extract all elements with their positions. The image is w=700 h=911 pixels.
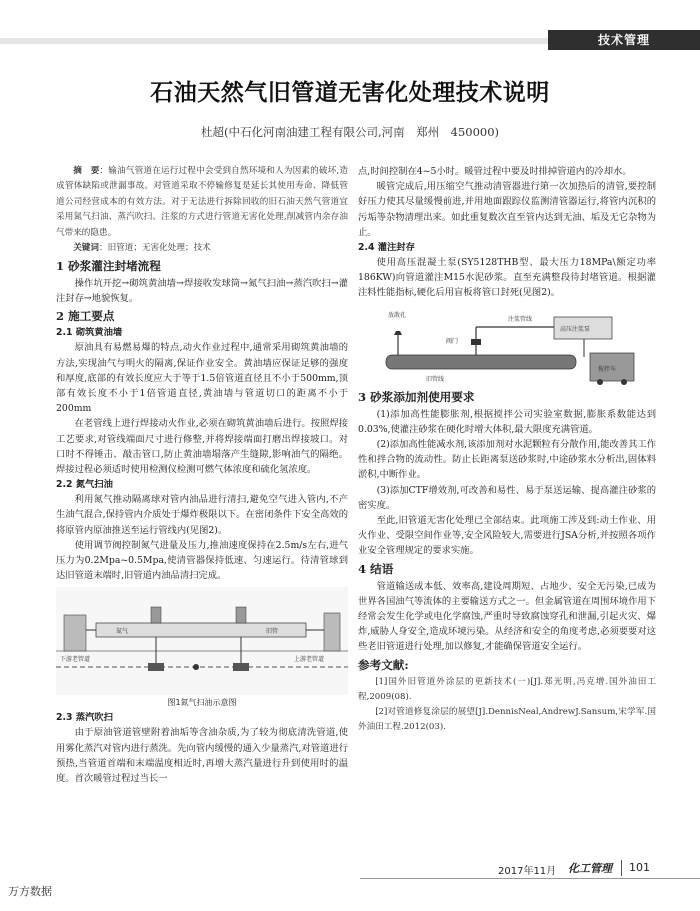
paragraph: (3)添加CTF增效剂,可改善和易性、易于泵送运输、提高灌注砂浆的密实度。: [358, 484, 656, 511]
article-title: 石油天然气旧管道无害化处理技术说明: [150, 80, 550, 106]
label-old-pipe: 旧管: [266, 628, 279, 636]
old-pipeline-body: [386, 355, 576, 369]
paragraph: 操作坑开挖→砌筑黄油墙→焊接收发球筒→氮气扫油→蒸汽吹扫→灌注封存→地貌恢复。: [56, 278, 348, 305]
keywords-text: ：旧管道；无害化处理；技术: [98, 243, 211, 254]
keywords-label: 关键词: [73, 243, 99, 254]
receiver: [233, 663, 249, 671]
paragraph: 暖管完成后,用压缩空气推动清管器进行第一次加热后的清管,要控制好压力使其尽量缓慢前进,并用地面跟踪仪监测清管器运行,将管内沉积的污垢等杂物清理出来。如此重复数次直至管内达到无油、垢及无它杂物为止。: [358, 181, 656, 238]
footer-journal: 化工管理: [568, 862, 612, 875]
figure-1: [56, 587, 348, 695]
keywords: [56, 241, 348, 256]
subsection-heading: 2.2 氮气扫油: [56, 479, 113, 491]
left-column: [56, 164, 348, 786]
section-heading: 1 砂浆灌注封堵流程: [56, 259, 161, 274]
abstract: [56, 164, 348, 241]
label-mixer: 搅拌车: [598, 365, 617, 373]
right-column: [358, 164, 656, 735]
reference-item: [1]国外旧管道外涂层的更新技术(一)[J].郑光明,冯克增.国外油田工程,2009(08).: [358, 676, 656, 702]
label-upstream: 上游老管道: [294, 656, 325, 664]
figure-1-caption: 图1氮气扫油示意图: [167, 698, 237, 708]
paragraph: 使用高压混凝土泵(SY5128THB型、最大压力18MPa\额定功率186KW)向管道灌注M15水泥砂浆。直至充满整段待封堵管道。根据灌注料性能指标,硬化后用盲板将管口封死(见图2)。: [358, 257, 656, 299]
paragraph: (1)添加高性能膨胀剂,根据搅拌公司实验室数据,膨胀系数能达到0.03%,使灌注砂浆在硬化时增大体积,最大限度充满管道。: [358, 408, 656, 435]
label-downstream: 下游老管道: [60, 656, 91, 664]
footer-divider: [621, 860, 622, 876]
references-heading: 参考文献:: [358, 657, 409, 672]
subsection-heading: 2.3 蒸汽吹扫: [56, 712, 113, 724]
footer-date: 2017年11月: [498, 866, 557, 877]
subsection-heading: 2.1 砌筑黄油墙: [56, 327, 123, 339]
receiver-tank: [324, 613, 340, 651]
figure-2: [358, 305, 656, 387]
label-old-line: 旧管线: [426, 375, 445, 383]
abstract-label: 摘 要: [73, 166, 100, 176]
nitrogen-purge-diagram: [56, 587, 348, 695]
reference-item: [2]对管道修复涂层的展望[J].DennisNeal,AndrewJ.Sansum,宋学军.国外油田工程.2012(03).: [358, 706, 656, 732]
section-heading: 4 结语: [358, 561, 394, 576]
label-nitrogen: 氮气: [116, 628, 129, 636]
valve-stack-b: [236, 607, 246, 623]
truck-wheel: [597, 379, 603, 385]
watermark: 万方数据: [8, 885, 52, 898]
valve-stack-a: [151, 607, 161, 623]
truck-wheel: [621, 379, 627, 385]
label-pump: 高压注浆泵: [560, 325, 591, 333]
label-grout-line: 注浆管线: [508, 315, 533, 323]
paragraph: (2)添加高性能减水剂,该添加剂对水泥颗粒有分散作用,能改善其工作性和拌合物的流动性。防止长距离泵送砂浆时,中途砂浆水分析出,固体料淤积,中断作业。: [358, 439, 656, 481]
paragraph: 使用调节阀控制氮气进量及压力,推油速度保持在2.5m/s左右,进气压力为0.2Mpa~0.5Mpa,使清管器保持低速、匀速运行。待清管球到达旧管道末端时,旧管道内油品清扫完成。: [56, 539, 348, 582]
section-heading: 3 砂浆添加剂使用要求: [358, 389, 475, 404]
diagram-background: [56, 587, 348, 695]
launcher: [148, 663, 164, 671]
paragraph: 由于原油管道管壁附着油垢等含油杂质,为了较为彻底清洗管道,使用雾化蒸汽对管内进行蒸洗。先向管内缓慢的通入少量蒸汽,对管道进行预热,当管道首端和末端温度相近时,再增大蒸汽量进行升到使用时的温度。首次暖管过程过当长一: [56, 727, 348, 785]
paragraph: 点,时间控制在4~5小时。暖管过程中要及时排掉管道内的冷却水。: [358, 166, 632, 177]
nitrogen-tank: [64, 615, 86, 651]
footer-rule: [360, 878, 700, 879]
valve: [471, 339, 481, 345]
pig-ball: [193, 664, 199, 670]
paragraph: 原油具有易燃易爆的特点,动火作业过程中,通常采用砌筑黄油墙的方法,实现油气与明火的隔离,保证作业安全。黄油墙应保证足够的强度和厚度,底部的有效长度应大于等于1.5倍管道直径且不小于500mm,顶部有效长度不小于1倍管道直径,黄油墙与管道切口的距离不小于200mm: [56, 342, 348, 415]
label-valve: 阀门: [446, 337, 459, 345]
section-heading: 2 施工要点: [56, 309, 115, 324]
grouting-diagram: [358, 305, 656, 387]
paragraph: 至此,旧管道无害化处理已全部结束。此项施工涉及到:动土作业、用火作业、受限空间作业等,安全风险较大,需要进行JSA分析,并按照各项作业安全管理规定的要求实施。: [358, 515, 656, 557]
paragraph: 管道输送成本低、效率高,建设周期短、占地少、安全无污染,已成为世界各国油气等流体的主要输送方式之一。但金属管道在周围环境作用下经常会发生化学或电化学腐蚀,严重时导致腐蚀穿孔和泄漏,引起火灾、爆炸,威胁人身安全,造成环境污染。从经济和安全的角度考虑,必须要要对这些老旧管道进行处理,加以修复,才能确保管道安全运行。: [358, 580, 656, 653]
column-tag: 技术管理: [548, 30, 700, 50]
page-number: 101: [629, 861, 650, 874]
paragraph: 利用氮气推动隔离球对管内油品进行清扫,避免空气进入管内,不产生油气混合,保持管内介质处于爆炸极限以下。在密闭条件下安全高效的将原管内原油推送至运行管线内(见图2)。: [56, 494, 348, 536]
label-vent: 放散孔: [388, 311, 407, 319]
abstract-text: ：输油气管道在运行过程中会受到自然环境和人为因素的破坏,造成管体缺陷或泄漏事故。对管道采取不停输修复是延长其使用寿命、降低管道公司经营成本的有效方法。对于无法进行拆除回收的旧石油天然气管道宜采用氮气扫油、蒸汽吹扫、注浆的方式进行管道无害化处理,削减管内余存油气带来的隐患。: [56, 166, 348, 238]
paragraph: 在老管线上进行焊接动火作业,必须在砌筑黄油墙后进行。按照焊接工艺要求,对管线端面尺寸进行修整,并将焊接端面打磨出焊接坡口。对口时不得锤击、敲击管口,防止黄油墙塌落产生缝隙,影响油气的隔绝。焊接过程必须适时使用检测仪检测可燃气体浓度和硫化氢浓度。: [56, 418, 348, 476]
subsection-heading: 2.4 灌注封存: [358, 242, 415, 254]
author-line: 杜超(中石化河南油建工程有限公司,河南 郑州 450000): [200, 125, 500, 139]
